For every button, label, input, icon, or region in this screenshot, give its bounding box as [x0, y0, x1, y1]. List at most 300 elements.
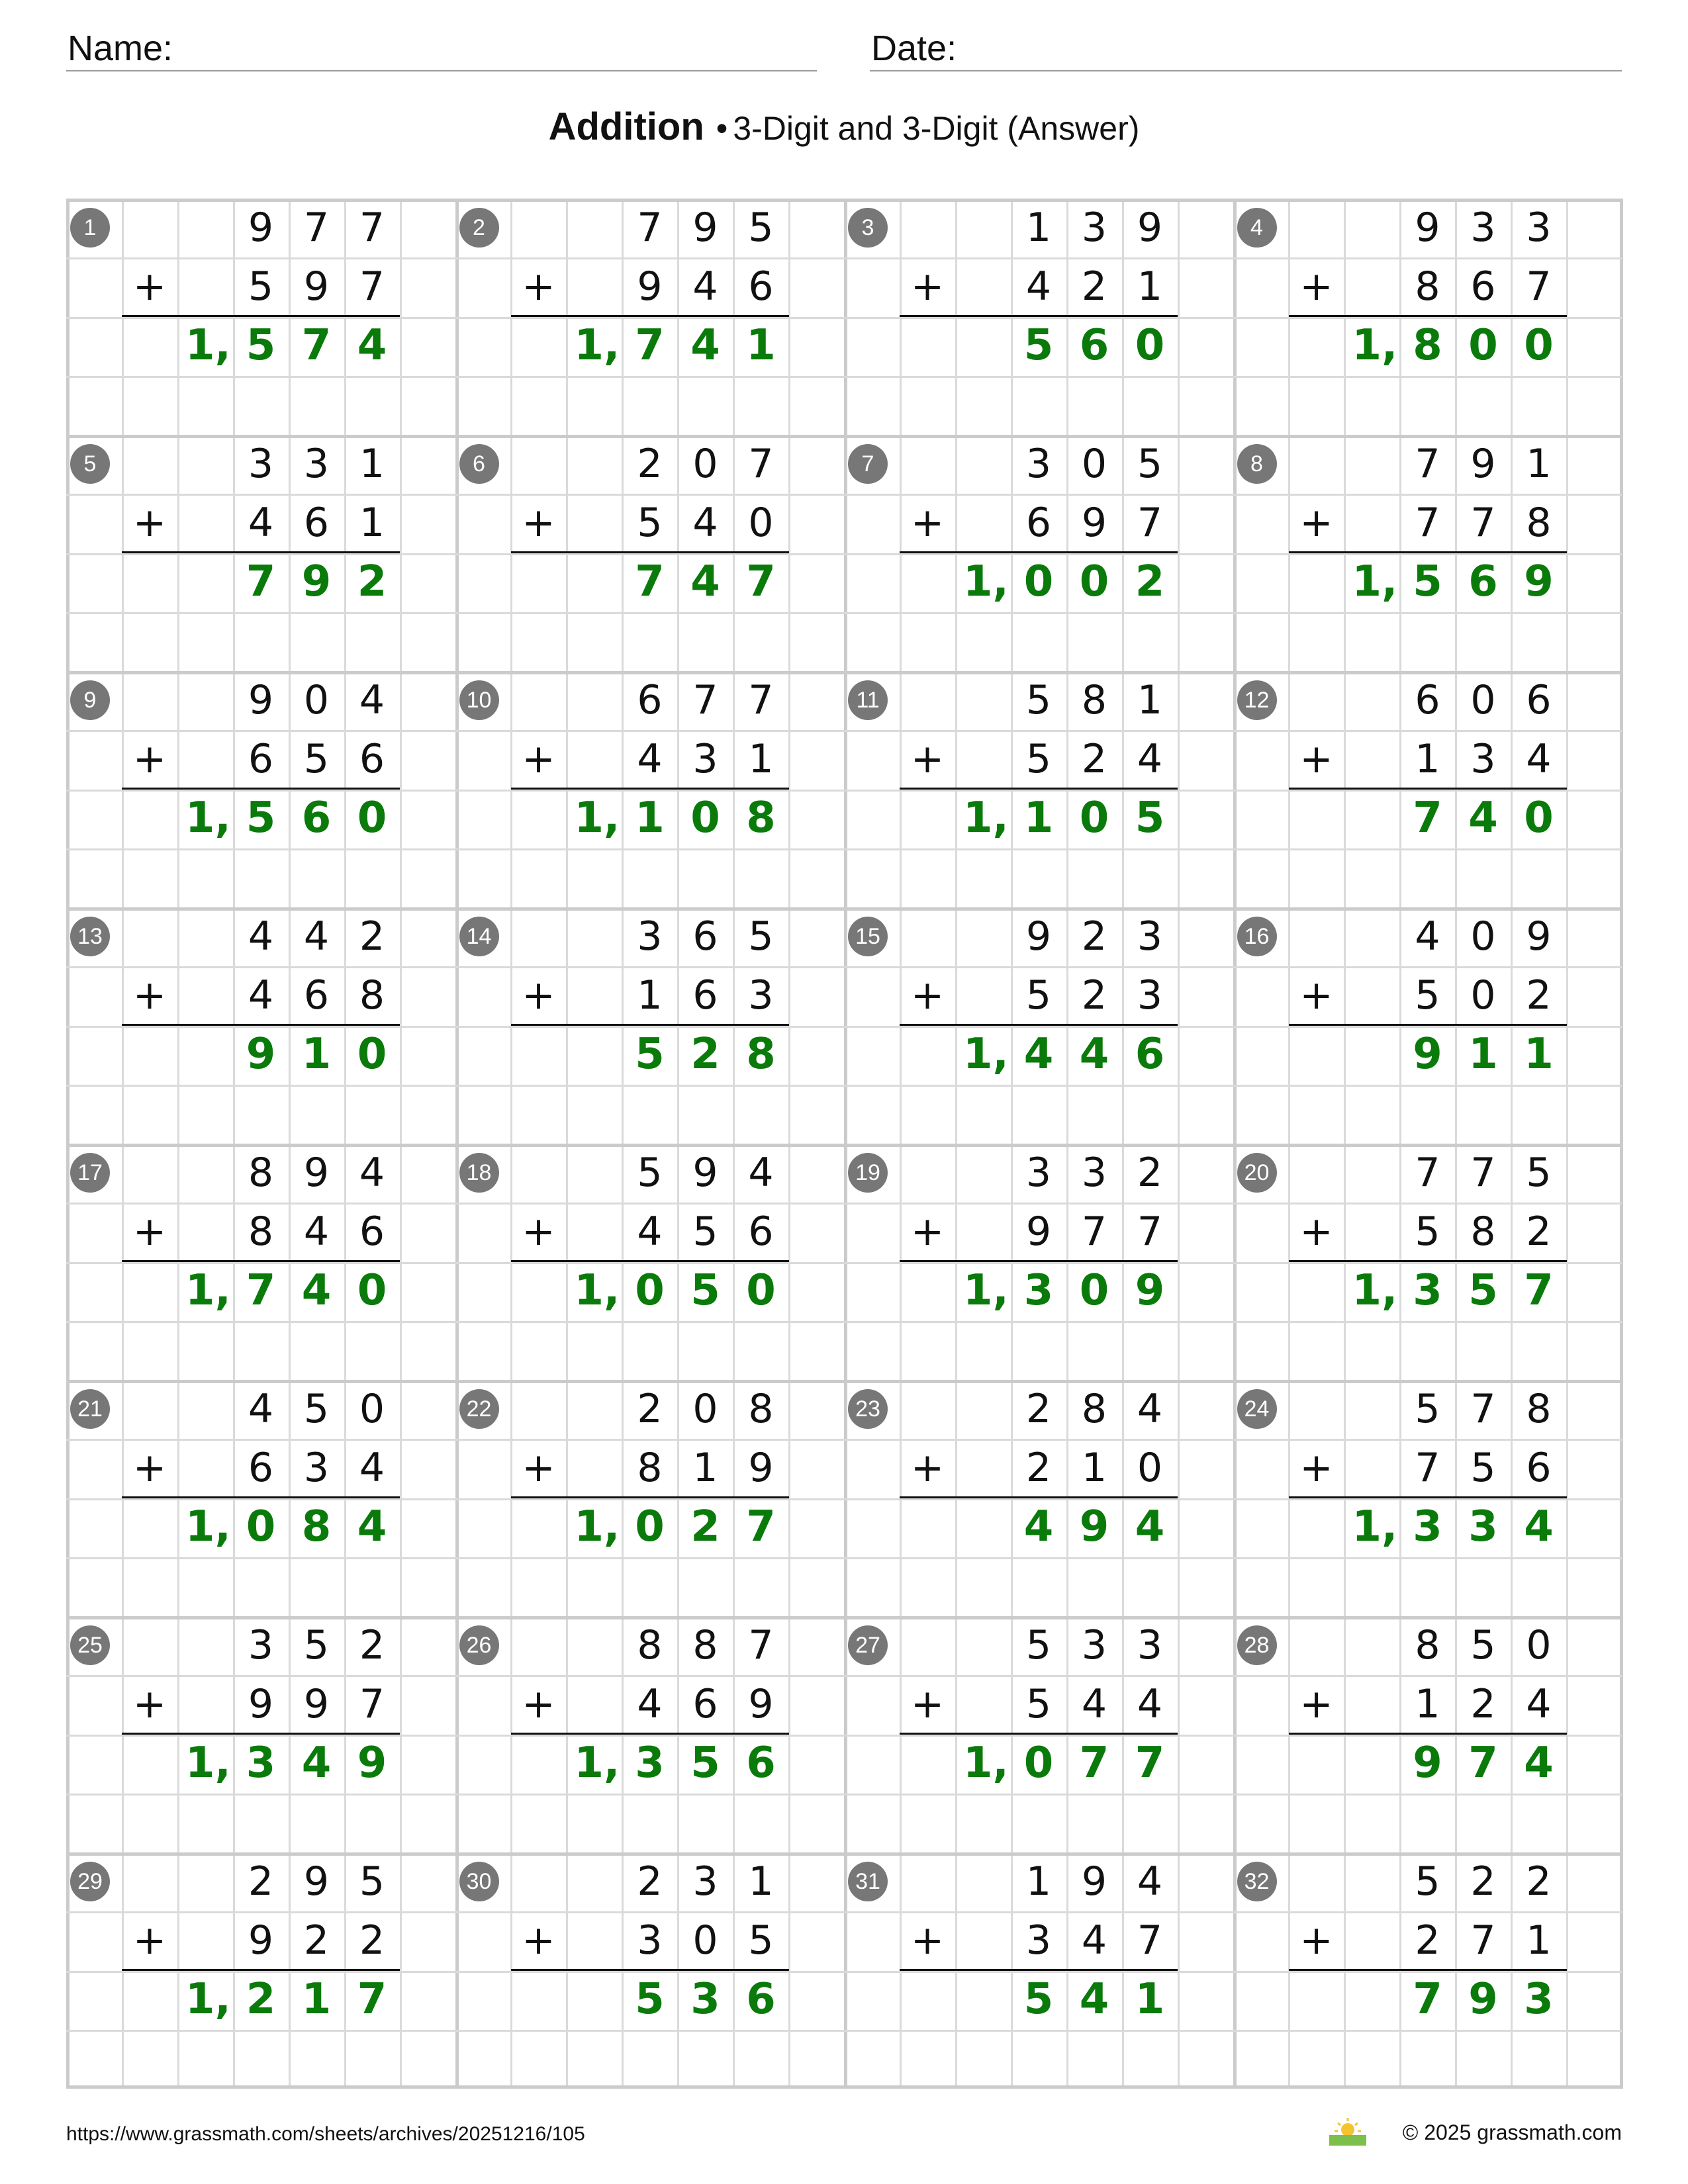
problem-2	[455, 199, 845, 435]
problem-number-badge: 1	[70, 208, 110, 248]
answer-digit: 7	[1079, 1739, 1109, 1788]
answer-digit: 0	[635, 1502, 665, 1551]
answer-digit: 6	[746, 1975, 776, 2024]
addend-bottom-digit: 4	[637, 1681, 663, 1727]
answer-digit: 1	[746, 321, 776, 370]
addend-top-digit: 6	[1415, 677, 1440, 723]
addend-top-digit: 3	[1081, 205, 1107, 251]
answer-digit: 1,	[185, 1266, 231, 1315]
problem-number-badge: 23	[848, 1389, 888, 1429]
answer-digit: 2	[246, 1975, 276, 2024]
problem-number-badge: 14	[459, 917, 499, 956]
date-field[interactable]	[870, 24, 1622, 71]
problem-17	[66, 1144, 455, 1380]
addend-bottom-digit: 9	[248, 1681, 274, 1727]
addend-top-digit: 8	[248, 1150, 274, 1196]
answer-digit: 4	[1468, 794, 1498, 842]
addend-top-digit: 3	[637, 913, 663, 960]
addend-top-digit: 3	[1137, 913, 1163, 960]
answer-digit: 0	[246, 1502, 276, 1551]
name-field[interactable]	[66, 24, 817, 71]
addend-bottom-digit: 0	[748, 500, 774, 546]
addend-bottom-digit: 1	[1415, 736, 1440, 782]
answer-digit: 8	[1413, 321, 1442, 370]
plus-sign: +	[1299, 1681, 1333, 1727]
problem-number-badge: 22	[459, 1389, 499, 1429]
answer-digit: 4	[301, 1739, 332, 1788]
problem-1	[66, 199, 455, 435]
addend-bottom-digit: 5	[1025, 1681, 1052, 1727]
addend-bottom-digit: 6	[692, 972, 718, 1019]
addend-top-digit: 9	[1025, 913, 1052, 960]
answer-digit: 6	[1079, 321, 1109, 370]
addend-bottom-digit: 9	[248, 1917, 274, 1964]
problem-12	[1233, 671, 1622, 907]
addend-top-digit: 1	[1526, 441, 1552, 487]
addend-bottom-digit: 2	[1526, 1208, 1552, 1255]
problem-number-badge: 9	[70, 680, 110, 720]
plus-sign: +	[910, 1208, 945, 1255]
plus-sign: +	[522, 972, 555, 1019]
addend-top-digit: 9	[303, 1858, 330, 1905]
addend-bottom-digit: 5	[303, 736, 330, 782]
addend-bottom-digit: 4	[248, 972, 274, 1019]
answer-digit: 2	[1135, 557, 1165, 606]
addend-top-digit: 6	[1526, 677, 1552, 723]
addend-top-digit: 7	[1470, 1386, 1496, 1432]
addend-top-digit: 0	[1526, 1622, 1552, 1668]
addend-bottom-digit: 1	[1081, 1445, 1107, 1491]
addend-bottom-digit: 6	[303, 500, 330, 546]
addend-top-digit: 7	[748, 441, 774, 487]
answer-digit: 1,	[963, 1266, 1009, 1315]
answer-digit: 9	[1413, 1739, 1442, 1788]
answer-digit: 0	[690, 794, 720, 842]
answer-digit: 1,	[185, 1975, 231, 2024]
problem-7	[844, 435, 1233, 671]
addend-top-digit: 2	[637, 1386, 663, 1432]
title-main: Addition	[548, 105, 704, 148]
plus-sign: +	[522, 500, 555, 546]
addend-bottom-digit: 0	[1470, 972, 1496, 1019]
addend-top-digit: 2	[1025, 1386, 1052, 1432]
problem-20	[1233, 1144, 1622, 1380]
addend-top-digit: 7	[748, 1622, 774, 1668]
answer-digit: 1,	[185, 794, 231, 842]
answer-digit: 1,	[1352, 1266, 1398, 1315]
answer-digit: 0	[1023, 557, 1054, 606]
addend-top-digit: 8	[1526, 1386, 1552, 1432]
answer-digit: 0	[1524, 794, 1554, 842]
answer-digit: 7	[246, 1266, 276, 1315]
answer-digit: 7	[1413, 794, 1442, 842]
addend-bottom-digit: 7	[1470, 1917, 1496, 1964]
addend-bottom-digit: 7	[1415, 1445, 1440, 1491]
addend-top-digit: 3	[692, 1858, 718, 1905]
addend-bottom-digit: 5	[1415, 972, 1440, 1019]
addend-top-digit: 1	[748, 1858, 774, 1905]
addend-top-digit: 9	[1081, 1858, 1107, 1905]
addend-bottom-digit: 9	[303, 263, 330, 310]
answer-digit: 5	[1023, 1975, 1054, 2024]
addend-top-digit: 9	[692, 205, 718, 251]
plus-sign: +	[910, 736, 945, 782]
answer-digit: 6	[1135, 1030, 1165, 1079]
addend-bottom-digit: 9	[303, 1681, 330, 1727]
addend-bottom-digit: 3	[637, 1917, 663, 1964]
addend-bottom-digit: 4	[1025, 263, 1052, 310]
problem-19	[844, 1144, 1233, 1380]
addend-top-digit: 3	[303, 441, 330, 487]
answer-digit: 1	[1468, 1030, 1498, 1079]
addend-bottom-digit: 5	[1415, 1208, 1440, 1255]
addend-bottom-digit: 7	[1137, 1917, 1163, 1964]
answer-digit: 0	[1468, 321, 1498, 370]
addend-bottom-digit: 7	[1081, 1208, 1107, 1255]
answer-digit: 1	[1135, 1975, 1165, 2024]
plus-sign: +	[132, 972, 167, 1019]
addend-bottom-digit: 4	[1526, 736, 1552, 782]
plus-sign: +	[1299, 972, 1333, 1019]
addend-top-digit: 7	[303, 205, 330, 251]
problem-30	[455, 1852, 845, 2089]
problem-13	[66, 907, 455, 1144]
answer-digit: 1	[1524, 1030, 1554, 1079]
addend-top-digit: 7	[1415, 1150, 1440, 1196]
problem-8	[1233, 435, 1622, 671]
title-subtitle: 3-Digit and 3-Digit (Answer)	[733, 110, 1140, 147]
addend-bottom-digit: 7	[359, 263, 385, 310]
addend-bottom-digit: 1	[692, 1445, 718, 1491]
problem-number-badge: 10	[459, 680, 499, 720]
answer-digit: 4	[1524, 1739, 1554, 1788]
addend-top-digit: 5	[1470, 1622, 1496, 1668]
problem-23	[844, 1380, 1233, 1616]
answer-digit: 5	[246, 321, 276, 370]
answer-digit: 4	[1079, 1975, 1109, 2024]
answer-digit: 3	[1413, 1266, 1442, 1315]
addend-top-digit: 4	[1137, 1386, 1163, 1432]
answer-digit: 4	[690, 557, 720, 606]
problem-number-badge: 11	[848, 680, 888, 720]
answer-digit: 1,	[1352, 1502, 1398, 1551]
addend-bottom-digit: 4	[637, 736, 663, 782]
answer-digit: 0	[1524, 321, 1554, 370]
addend-top-digit: 5	[1025, 1622, 1052, 1668]
worksheet-title	[0, 105, 1688, 149]
problem-number-badge: 4	[1237, 208, 1277, 248]
addend-bottom-digit: 4	[692, 500, 718, 546]
addend-top-digit: 9	[1415, 205, 1440, 251]
addend-bottom-digit: 6	[748, 1208, 774, 1255]
answer-digit: 1	[301, 1030, 332, 1079]
addend-top-digit: 1	[1025, 205, 1052, 251]
answer-digit: 4	[1524, 1502, 1554, 1551]
addend-bottom-digit: 9	[1081, 500, 1107, 546]
answer-digit: 1,	[963, 1739, 1009, 1788]
addend-top-digit: 4	[303, 913, 330, 960]
problem-9	[66, 671, 455, 907]
plus-sign: +	[910, 1445, 945, 1491]
date-label: Date:	[871, 28, 957, 68]
addend-bottom-digit: 8	[248, 1208, 274, 1255]
plus-sign: +	[522, 1208, 555, 1255]
answer-digit: 4	[301, 1266, 332, 1315]
addend-bottom-digit: 8	[1526, 500, 1552, 546]
plus-sign: +	[132, 1681, 167, 1727]
addend-top-digit: 3	[1081, 1622, 1107, 1668]
plus-sign: +	[1299, 1208, 1333, 1255]
addend-top-digit: 9	[1526, 913, 1552, 960]
plus-sign: +	[522, 263, 555, 310]
answer-digit: 1,	[185, 321, 231, 370]
addend-bottom-digit: 5	[748, 1917, 774, 1964]
addend-top-digit: 5	[748, 205, 774, 251]
addend-bottom-digit: 2	[1025, 1445, 1052, 1491]
addend-top-digit: 0	[692, 1386, 718, 1432]
addend-bottom-digit: 2	[1081, 263, 1107, 310]
addend-bottom-digit: 2	[1081, 736, 1107, 782]
answer-digit: 1,	[574, 321, 620, 370]
problem-number-badge: 30	[459, 1862, 499, 1901]
plus-sign: +	[910, 500, 945, 546]
addend-bottom-digit: 4	[1081, 1917, 1107, 1964]
addend-top-digit: 8	[1081, 677, 1107, 723]
addend-bottom-digit: 8	[1470, 1208, 1496, 1255]
answer-digit: 3	[1524, 1975, 1554, 2024]
problem-6	[455, 435, 845, 671]
addend-top-digit: 8	[1415, 1622, 1440, 1668]
addend-top-digit: 5	[637, 1150, 663, 1196]
addend-bottom-digit: 2	[1415, 1917, 1440, 1964]
addend-top-digit: 8	[637, 1622, 663, 1668]
answer-digit: 0	[1023, 1739, 1054, 1788]
addend-top-digit: 4	[359, 1150, 385, 1196]
addend-top-digit: 1	[1025, 1858, 1052, 1905]
addend-top-digit: 9	[692, 1150, 718, 1196]
answer-digit: 1,	[1352, 557, 1398, 606]
addend-bottom-digit: 6	[748, 263, 774, 310]
addend-bottom-digit: 3	[303, 1445, 330, 1491]
answer-digit: 1,	[574, 1502, 620, 1551]
answer-digit: 3	[1413, 1502, 1442, 1551]
addend-top-digit: 7	[359, 205, 385, 251]
addend-top-digit: 2	[359, 913, 385, 960]
title-separator: •	[716, 110, 728, 147]
problem-number-badge: 19	[848, 1153, 888, 1193]
addend-top-digit: 0	[359, 1386, 385, 1432]
problem-26	[455, 1616, 845, 1852]
addend-top-digit: 0	[1081, 441, 1107, 487]
addend-top-digit: 4	[248, 913, 274, 960]
addend-bottom-digit: 3	[1137, 972, 1163, 1019]
problem-number-badge: 26	[459, 1625, 499, 1665]
addend-bottom-digit: 2	[359, 1917, 385, 1964]
addend-top-digit: 7	[748, 677, 774, 723]
answer-digit: 8	[746, 794, 776, 842]
answer-digit: 0	[357, 1030, 387, 1079]
addend-bottom-digit: 7	[1526, 263, 1552, 310]
problem-grid	[66, 199, 1622, 2089]
addend-bottom-digit: 1	[359, 500, 385, 546]
addend-bottom-digit: 8	[637, 1445, 663, 1491]
answer-digit: 1,	[1352, 321, 1398, 370]
addend-bottom-digit: 5	[248, 263, 274, 310]
answer-digit: 0	[746, 1266, 776, 1315]
problem-number-badge: 31	[848, 1862, 888, 1901]
addend-top-digit: 6	[637, 677, 663, 723]
problem-number-badge: 5	[70, 444, 110, 484]
problem-25	[66, 1616, 455, 1852]
answer-digit: 1	[635, 794, 665, 842]
problem-number-badge: 8	[1237, 444, 1277, 484]
addend-top-digit: 3	[1470, 205, 1496, 251]
addend-bottom-digit: 9	[637, 263, 663, 310]
problem-5	[66, 435, 455, 671]
answer-digit: 5	[690, 1266, 720, 1315]
addend-bottom-digit: 3	[748, 972, 774, 1019]
addend-top-digit: 3	[1137, 1622, 1163, 1668]
addend-top-digit: 1	[359, 441, 385, 487]
problem-28	[1233, 1616, 1622, 1852]
answer-digit: 1	[1023, 794, 1054, 842]
answer-digit: 4	[1079, 1030, 1109, 1079]
addend-bottom-digit: 5	[1470, 1445, 1496, 1491]
answer-digit: 5	[1135, 794, 1165, 842]
addend-bottom-digit: 6	[359, 1208, 385, 1255]
answer-digit: 1,	[574, 1266, 620, 1315]
addend-top-digit: 2	[248, 1858, 274, 1905]
answer-digit: 0	[1135, 321, 1165, 370]
addend-top-digit: 0	[692, 441, 718, 487]
answer-digit: 8	[301, 1502, 332, 1551]
plus-sign: +	[522, 736, 555, 782]
problem-number-badge: 2	[459, 208, 499, 248]
problem-number-badge: 7	[848, 444, 888, 484]
addend-top-digit: 3	[1526, 205, 1552, 251]
answer-digit: 3	[1023, 1266, 1054, 1315]
addend-bottom-digit: 5	[637, 500, 663, 546]
addend-top-digit: 6	[692, 913, 718, 960]
addend-top-digit: 2	[1526, 1858, 1552, 1905]
addend-top-digit: 5	[1415, 1858, 1440, 1905]
answer-digit: 5	[635, 1030, 665, 1079]
answer-digit: 7	[1468, 1739, 1498, 1788]
answer-digit: 7	[1135, 1739, 1165, 1788]
answer-digit: 9	[1079, 1502, 1109, 1551]
addend-top-digit: 9	[1137, 205, 1163, 251]
plus-sign: +	[132, 1445, 167, 1491]
answer-digit: 6	[301, 794, 332, 842]
addend-bottom-digit: 1	[1137, 263, 1163, 310]
answer-digit: 1,	[963, 794, 1009, 842]
addend-top-digit: 3	[248, 441, 274, 487]
problem-18	[455, 1144, 845, 1380]
addend-bottom-digit: 3	[1025, 1917, 1052, 1964]
answer-digit: 7	[357, 1975, 387, 2024]
plus-sign: +	[1299, 263, 1333, 310]
addend-top-digit: 8	[1081, 1386, 1107, 1432]
answer-digit: 5	[1468, 1266, 1498, 1315]
addend-bottom-digit: 2	[1526, 972, 1552, 1019]
addend-top-digit: 2	[359, 1622, 385, 1668]
addend-bottom-digit: 2	[1470, 1681, 1496, 1727]
addend-top-digit: 4	[248, 1386, 274, 1432]
problem-27	[844, 1616, 1233, 1852]
problem-10	[455, 671, 845, 907]
answer-digit: 9	[357, 1739, 387, 1788]
addend-top-digit: 0	[303, 677, 330, 723]
problem-number-badge: 27	[848, 1625, 888, 1665]
answer-digit: 0	[357, 1266, 387, 1315]
plus-sign: +	[522, 1445, 555, 1491]
answer-digit: 4	[357, 321, 387, 370]
problem-number-badge: 12	[1237, 680, 1277, 720]
addend-bottom-digit: 6	[1526, 1445, 1552, 1491]
answer-digit: 2	[357, 557, 387, 606]
addend-top-digit: 9	[303, 1150, 330, 1196]
addend-top-digit: 5	[1415, 1386, 1440, 1432]
answer-digit: 1,	[963, 1030, 1009, 1079]
addend-top-digit: 5	[748, 913, 774, 960]
answer-digit: 7	[635, 321, 665, 370]
addend-bottom-digit: 9	[748, 1445, 774, 1491]
addend-top-digit: 7	[637, 205, 663, 251]
addend-top-digit: 9	[1470, 441, 1496, 487]
addend-top-digit: 9	[248, 205, 274, 251]
answer-digit: 4	[1023, 1030, 1054, 1079]
addend-bottom-digit: 4	[1137, 1681, 1163, 1727]
plus-sign: +	[910, 972, 945, 1019]
problem-number-badge: 18	[459, 1153, 499, 1193]
addend-top-digit: 1	[1137, 677, 1163, 723]
addend-bottom-digit: 6	[1470, 263, 1496, 310]
addend-top-digit: 5	[303, 1386, 330, 1432]
plus-sign: +	[132, 1917, 167, 1964]
problem-number-badge: 29	[70, 1862, 110, 1901]
addend-bottom-digit: 4	[1526, 1681, 1552, 1727]
addend-top-digit: 7	[1470, 1150, 1496, 1196]
addend-bottom-digit: 6	[692, 1681, 718, 1727]
answer-digit: 8	[746, 1030, 776, 1079]
problem-number-badge: 24	[1237, 1389, 1277, 1429]
addend-bottom-digit: 1	[637, 972, 663, 1019]
addend-top-digit: 8	[748, 1386, 774, 1432]
addend-top-digit: 7	[1415, 441, 1440, 487]
addend-bottom-digit: 4	[1137, 736, 1163, 782]
answer-digit: 9	[1524, 557, 1554, 606]
problem-number-badge: 3	[848, 208, 888, 248]
problem-15	[844, 907, 1233, 1144]
problem-number-badge: 28	[1237, 1625, 1277, 1665]
addend-top-digit: 3	[1081, 1150, 1107, 1196]
addend-bottom-digit: 4	[692, 263, 718, 310]
addend-bottom-digit: 3	[692, 736, 718, 782]
addend-bottom-digit: 5	[1025, 736, 1052, 782]
plus-sign: +	[522, 1917, 555, 1964]
problem-16	[1233, 907, 1622, 1144]
answer-digit: 0	[1079, 1266, 1109, 1315]
answer-digit: 0	[635, 1266, 665, 1315]
answer-digit: 1,	[574, 794, 620, 842]
answer-digit: 9	[1135, 1266, 1165, 1315]
addend-top-digit: 8	[692, 1622, 718, 1668]
problem-22	[455, 1380, 845, 1616]
addend-top-digit: 7	[692, 677, 718, 723]
answer-digit: 4	[1023, 1502, 1054, 1551]
addend-bottom-digit: 8	[1415, 263, 1440, 310]
answer-digit: 0	[1079, 557, 1109, 606]
